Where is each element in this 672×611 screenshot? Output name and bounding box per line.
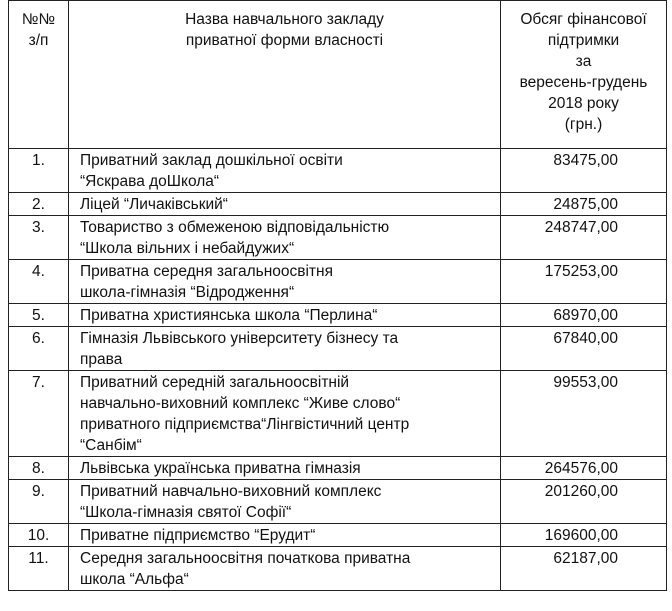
header-amount-line: за bbox=[575, 53, 592, 70]
header-name-line: Назва навчального закладу bbox=[185, 11, 384, 28]
institution-name-line: Середня загальноосвітня початкова приватна bbox=[80, 550, 411, 567]
row-institution-name bbox=[69, 149, 501, 193]
row-number: 11. bbox=[9, 547, 69, 591]
table-row bbox=[9, 371, 667, 457]
row-amount: 83475,00 bbox=[501, 149, 667, 193]
table-row bbox=[9, 304, 667, 327]
row-amount: 62187,00 bbox=[501, 547, 667, 591]
header-amount-line: 2018 року bbox=[548, 95, 619, 112]
institution-name-line: “Яскрава доШкола“ bbox=[80, 173, 220, 190]
header-amount-line: Обсяг фінансової bbox=[520, 11, 647, 28]
row-number: 7. bbox=[9, 371, 69, 457]
header-amount-line: (грн.) bbox=[564, 116, 603, 133]
table-row bbox=[9, 327, 667, 371]
document-page bbox=[8, 0, 668, 606]
institution-name-line: Приватний навчально-виховний комплекс bbox=[80, 483, 382, 500]
row-institution-name bbox=[69, 480, 501, 524]
table-row bbox=[9, 547, 667, 591]
row-amount: 67840,00 bbox=[501, 327, 667, 371]
header-number-line: №№ bbox=[21, 11, 56, 28]
row-number: 8. bbox=[9, 457, 69, 480]
institution-name-line: Львівська українська приватна гімназія bbox=[80, 460, 361, 477]
institution-name-line: навчально-виховний комплекс “Живе слово“ bbox=[80, 395, 401, 412]
institution-name-line: Приватний середній загальноосвітній bbox=[80, 374, 350, 391]
institution-name-line: Товариство з обмеженою відповідальністю bbox=[80, 219, 390, 236]
institution-name-line: “Школа-гімназія святої Софії“ bbox=[80, 504, 292, 521]
row-amount: 169600,00 bbox=[501, 524, 667, 547]
row-number: 4. bbox=[9, 260, 69, 304]
row-amount: 201260,00 bbox=[501, 480, 667, 524]
row-amount: 68970,00 bbox=[501, 304, 667, 327]
table-row bbox=[9, 193, 667, 216]
header-amount bbox=[501, 1, 667, 149]
institution-name-line: “Санбім“ bbox=[80, 437, 142, 454]
row-number: 3. bbox=[9, 216, 69, 260]
row-amount: 99553,00 bbox=[501, 371, 667, 457]
row-number: 5. bbox=[9, 304, 69, 327]
row-institution-name bbox=[69, 524, 501, 547]
table-row bbox=[9, 524, 667, 547]
table-body bbox=[9, 149, 667, 591]
institution-name-line: Приватне підприємство “Ерудит“ bbox=[80, 527, 316, 544]
row-number: 1. bbox=[9, 149, 69, 193]
row-institution-name bbox=[69, 216, 501, 260]
institution-name-line: Гімназія Львівського університету бізнесу та bbox=[80, 330, 399, 347]
table-row bbox=[9, 260, 667, 304]
header-amount-line: вересень-грудень bbox=[519, 74, 648, 91]
row-number: 10. bbox=[9, 524, 69, 547]
funding-table bbox=[8, 0, 667, 591]
institution-name-line: Приватний заклад дошкільної освіти bbox=[80, 152, 343, 169]
table-row bbox=[9, 216, 667, 260]
institution-name-line: Приватна християнська школа “Перлина“ bbox=[80, 307, 378, 324]
institution-name-line: “Школа вільних і небайдужих“ bbox=[80, 240, 295, 257]
institution-name-line: права bbox=[80, 351, 123, 368]
header-name bbox=[69, 1, 501, 149]
header-amount-line: підтримки bbox=[547, 32, 620, 49]
row-amount: 175253,00 bbox=[501, 260, 667, 304]
institution-name-line: приватного підприємства“Лінгвістичний центр bbox=[80, 416, 410, 433]
header-number bbox=[9, 1, 69, 149]
row-number: 2. bbox=[9, 193, 69, 216]
row-institution-name bbox=[69, 327, 501, 371]
row-institution-name bbox=[69, 260, 501, 304]
table-row bbox=[9, 480, 667, 524]
header-name-line: приватної форми власності bbox=[185, 32, 384, 49]
row-institution-name bbox=[69, 371, 501, 457]
row-institution-name bbox=[69, 547, 501, 591]
table-row bbox=[9, 457, 667, 480]
row-number: 9. bbox=[9, 480, 69, 524]
header-number-line: з/п bbox=[28, 32, 49, 49]
row-amount: 248747,00 bbox=[501, 216, 667, 260]
institution-name-line: школа “Альфа“ bbox=[80, 571, 189, 588]
row-institution-name bbox=[69, 457, 501, 480]
institution-name-line: Приватна середня загальноосвітня bbox=[80, 263, 333, 280]
row-amount: 24875,00 bbox=[501, 193, 667, 216]
institution-name-line: школа-гімназія “Відродження“ bbox=[80, 284, 295, 301]
institution-name-line: Ліцей “Личаківський“ bbox=[80, 196, 228, 213]
table-row bbox=[9, 149, 667, 193]
row-institution-name bbox=[69, 193, 501, 216]
row-institution-name bbox=[69, 304, 501, 327]
row-amount: 264576,00 bbox=[501, 457, 667, 480]
table-header-row bbox=[9, 1, 667, 149]
row-number: 6. bbox=[9, 327, 69, 371]
